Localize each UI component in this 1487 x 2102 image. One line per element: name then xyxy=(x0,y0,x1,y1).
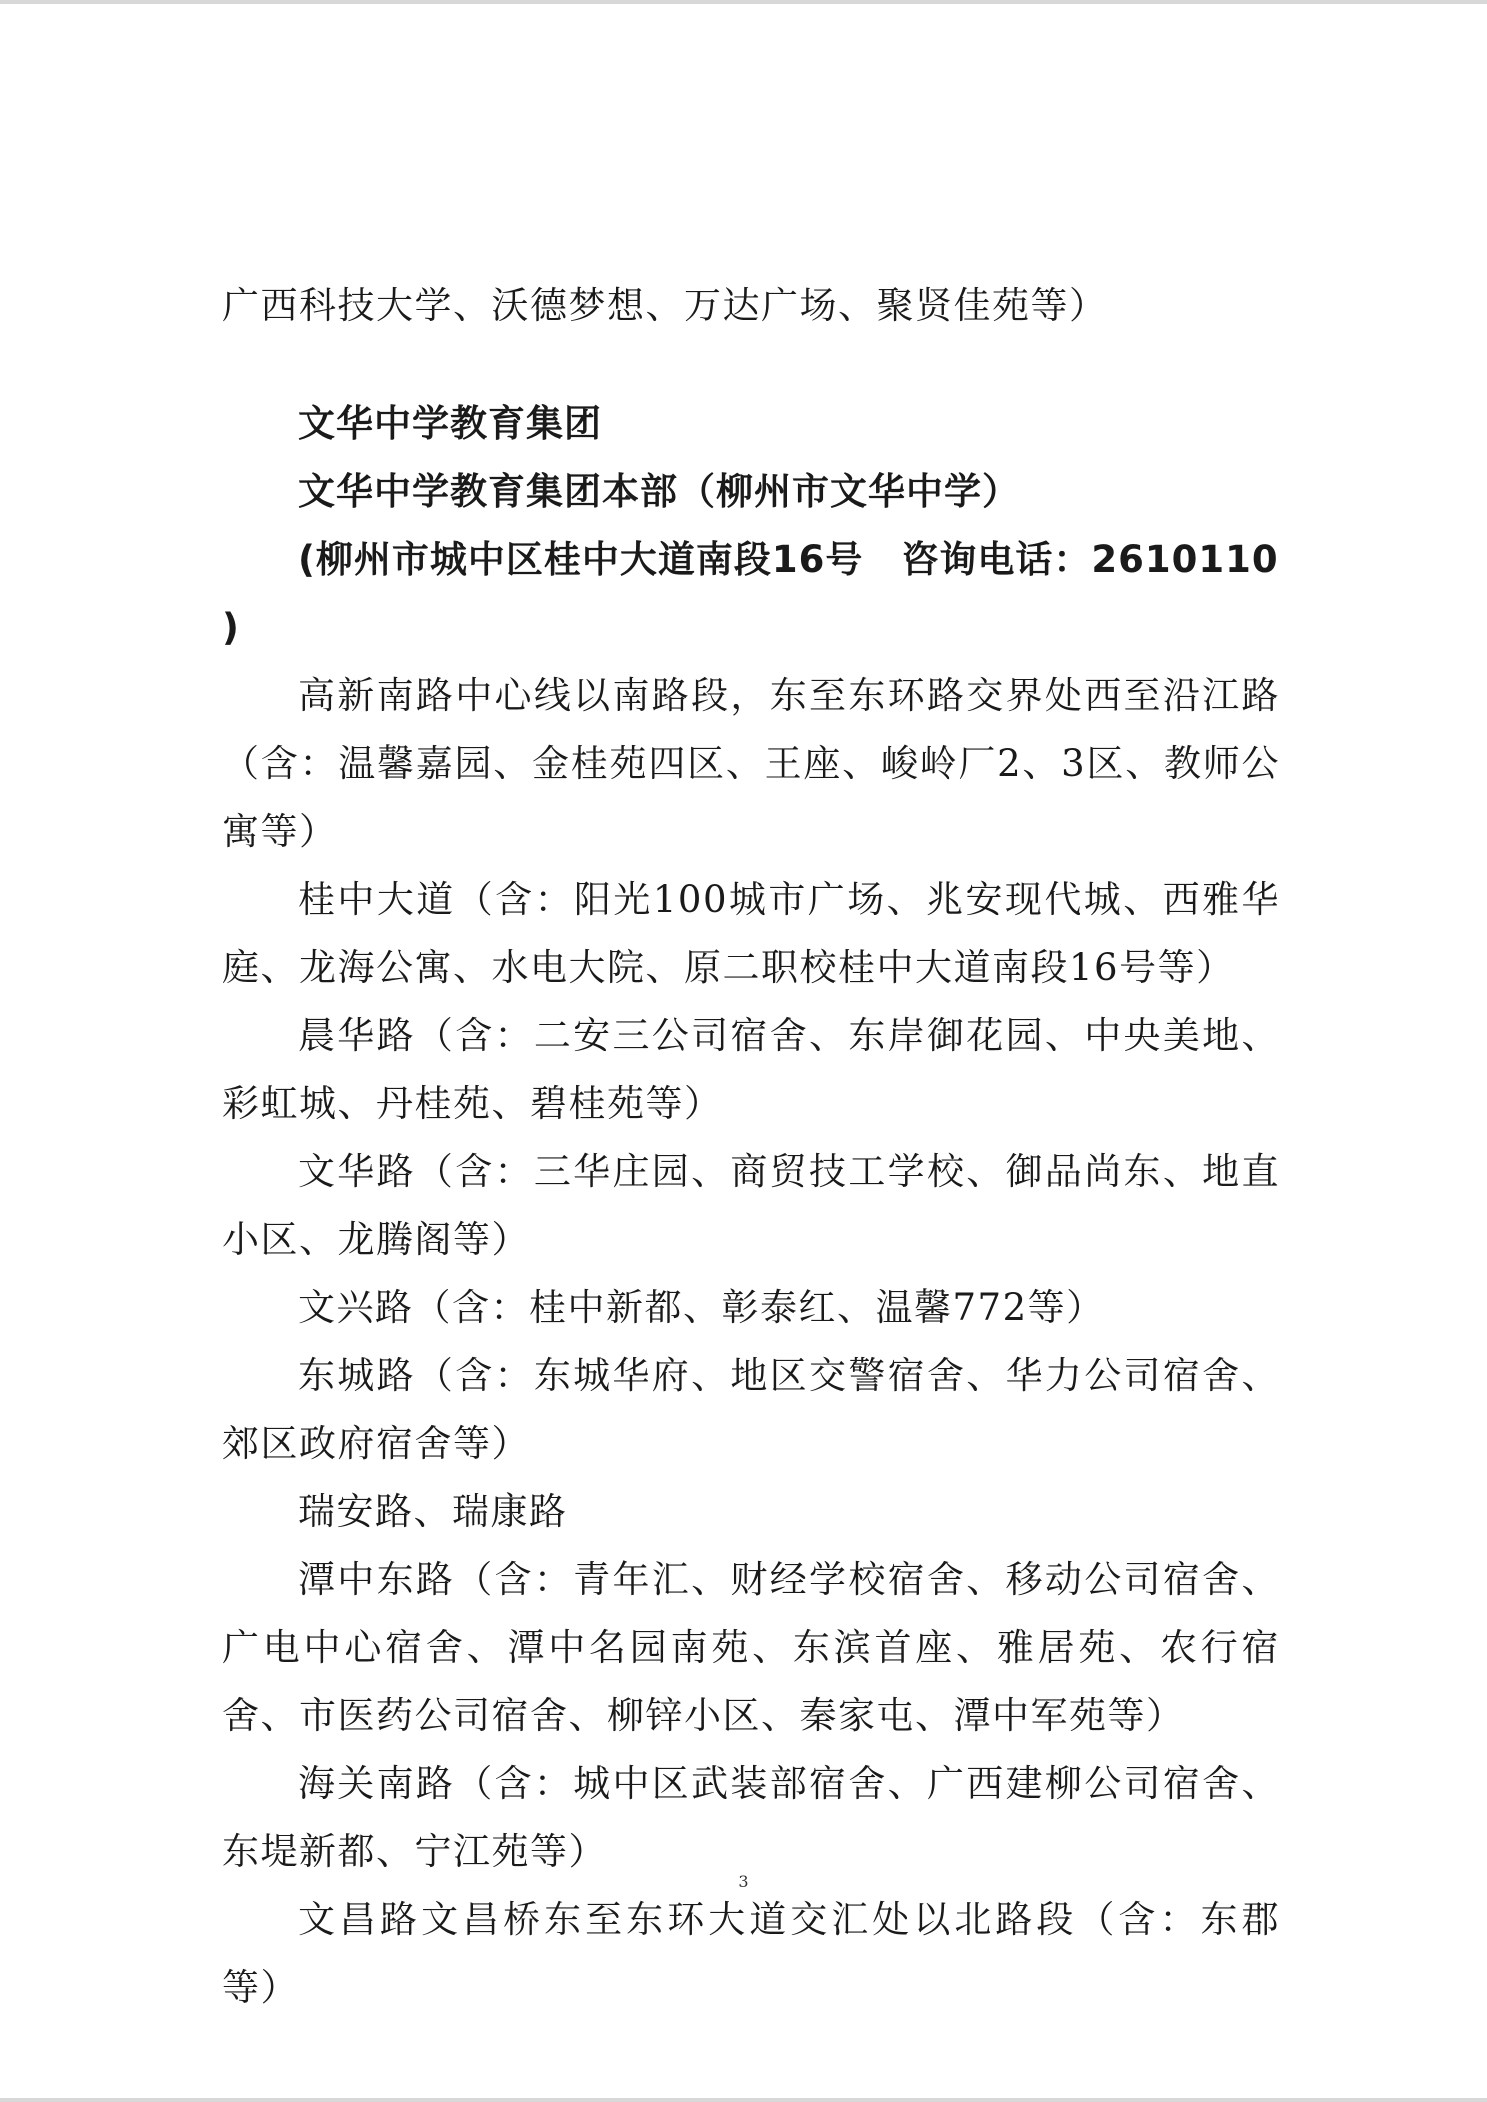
continuation-paragraph: 广西科技大学、沃德梦想、万达广场、聚贤佳苑等） xyxy=(222,284,1108,327)
school-address: (柳州市城中区桂中大道南段16号 咨询电话：2610110 ) xyxy=(222,538,1279,649)
area-paragraph: 文兴路（含：桂中新都、彰泰红、温馨772等） xyxy=(298,1286,1105,1329)
scan-edge-top xyxy=(0,0,1487,4)
area-paragraph: 潭中东路（含：青年汇、财经学校宿舍、移动公司宿舍、广电中心宿舍、潭中名园南苑、东滨首座、雅居苑、农行宿舍、市医药公司宿舍、柳锌小区、秦家屯、潭中军苑等） xyxy=(222,1558,1280,1737)
area-paragraph: 高新南路中心线以南路段，东至东环路交界处西至沿江路（含：温馨嘉园、金桂苑四区、王座、峻岭厂2、3区、教师公寓等） xyxy=(222,674,1280,853)
area-paragraph: 桂中大道（含：阳光100城市广场、兆安现代城、西雅华庭、龙海公寓、水电大院、原二职校桂中大道南段16号等） xyxy=(222,878,1280,989)
area-paragraph: 文昌路文昌桥东至东环大道交汇处以北路段（含：东郡等） xyxy=(222,1898,1280,2009)
scan-edge-bottom xyxy=(0,2098,1487,2102)
school-title: 文华中学教育集团本部（柳州市文华中学） xyxy=(298,470,1020,513)
area-paragraph: 文华路（含：三华庄园、商贸技工学校、御品尚东、地直小区、龙腾阁等） xyxy=(222,1150,1280,1261)
area-paragraph: 瑞安路、瑞康路 xyxy=(298,1490,568,1533)
group-title: 文华中学教育集团 xyxy=(298,402,602,445)
area-paragraph: 东城路（含：东城华府、地区交警宿舍、华力公司宿舍、郊区政府宿舍等） xyxy=(222,1354,1280,1465)
page-number: 3 xyxy=(738,1872,749,1891)
document-body xyxy=(222,272,1280,2022)
area-paragraph: 海关南路（含：城中区武装部宿舍、广西建柳公司宿舍、东堤新都、宁江苑等） xyxy=(222,1762,1280,1873)
area-paragraph: 晨华路（含：二安三公司宿舍、东岸御花园、中央美地、彩虹城、丹桂苑、碧桂苑等） xyxy=(222,1014,1280,1125)
